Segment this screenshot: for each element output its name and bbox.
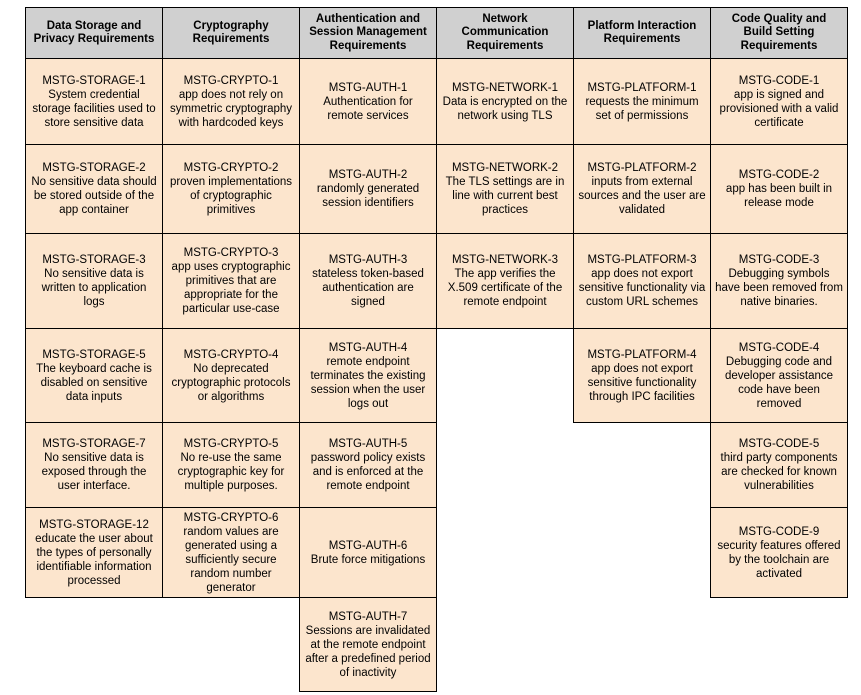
requirement-cell-mstg-network-3 (436, 233, 574, 329)
requirement-cell-mstg-storage-2 (25, 144, 163, 234)
requirement-cell-mstg-auth-3 (299, 233, 437, 329)
requirement-description: third party components are checked for known vulnerabilities (720, 452, 838, 492)
requirement-description: app does not rely on symmetric cryptography with hardcoded keys (169, 88, 293, 129)
requirement-code: MSTG-CRYPTO-5 (183, 438, 279, 450)
requirement-description: Brute force mitigations (310, 553, 426, 566)
requirement-cell-mstg-code-1 (710, 58, 848, 145)
requirement-code: MSTG-CODE-2 (738, 169, 820, 181)
requirement-description: No deprecated cryptographic protocols or algorithms (171, 362, 291, 403)
requirement-cell-mstg-crypto-5 (162, 422, 300, 508)
requirement-description: The keyboard cache is disabled on sensitive data inputs (36, 362, 152, 403)
mstg-requirements-table (25, 7, 848, 692)
requirement-cell-mstg-storage-7 (25, 422, 163, 508)
requirement-description: Sessions are invalidated at the remote endpoint after a predefined period of inactivity (305, 624, 431, 679)
requirement-cell-mstg-crypto-2 (162, 144, 300, 234)
requirement-cell-mstg-network-1 (436, 58, 574, 145)
requirement-cell-mstg-crypto-6 (162, 507, 300, 598)
requirement-cell-mstg-auth-7 (299, 597, 437, 692)
requirement-cell-mstg-code-5 (710, 422, 848, 508)
column-header-network: Network Communication Requirements (436, 7, 574, 59)
requirement-cell-mstg-platform-4 (573, 328, 711, 423)
requirement-code: MSTG-STORAGE-5 (42, 348, 146, 361)
requirement-code: MSTG-AUTH-4 (328, 341, 408, 354)
requirement-code: MSTG-STORAGE-7 (42, 438, 146, 450)
requirement-cell-mstg-storage-1 (25, 58, 163, 145)
requirement-code: MSTG-CRYPTO-4 (183, 348, 279, 361)
requirement-cell-mstg-storage-3 (25, 233, 163, 329)
requirement-cell-mstg-storage-5 (25, 328, 163, 423)
requirement-description: No sensitive data is written to application logs (41, 268, 147, 308)
requirement-description: Authentication for remote services (323, 95, 413, 122)
requirement-description: randomly generated session identifiers (316, 183, 420, 209)
requirement-description: inputs from external sources and the user are validated (578, 176, 706, 216)
requirement-code: MSTG-CODE-3 (738, 254, 820, 266)
requirement-code: MSTG-CRYPTO-1 (183, 74, 279, 87)
requirement-description: Debugging symbols have been removed from native binaries. (715, 268, 843, 308)
requirement-cell-mstg-auth-4 (299, 328, 437, 423)
requirement-description: The TLS settings are in line with current best practices (445, 176, 565, 216)
requirement-description: stateless token-based authentication are signed (312, 268, 424, 308)
requirement-code: MSTG-PLATFORM-2 (587, 162, 697, 174)
requirement-cell-mstg-auth-5 (299, 422, 437, 508)
requirement-code: MSTG-AUTH-6 (328, 539, 408, 552)
requirement-description: password policy exists and is enforced at the remote endpoint (310, 452, 426, 492)
requirement-code: MSTG-PLATFORM-4 (587, 348, 697, 361)
requirement-description: app uses cryptographic primitives that are appropriate for the particular use-case (171, 261, 291, 315)
requirement-description: Data is encrypted on the network using TLS (442, 95, 568, 122)
column-header-auth: Authentication and Session Management Requirements (299, 7, 437, 59)
column-header-storage: Data Storage and Privacy Requirements (25, 7, 163, 59)
requirement-cell-mstg-auth-6 (299, 507, 437, 598)
requirement-description: Debugging code and developer assistance code have been removed (724, 355, 834, 410)
requirement-cell-mstg-code-9 (710, 507, 848, 598)
column-network (436, 7, 574, 329)
requirement-cell-mstg-storage-12 (25, 507, 163, 598)
requirement-description: app does not export sensitive functionality through IPC facilities (587, 362, 697, 403)
requirement-code: MSTG-NETWORK-2 (451, 162, 559, 174)
requirement-code: MSTG-AUTH-7 (328, 610, 408, 623)
requirement-cell-mstg-network-2 (436, 144, 574, 234)
requirement-description: app is signed and provisioned with a valid certificate (719, 88, 839, 129)
requirement-cell-mstg-auth-2 (299, 144, 437, 234)
column-header-crypto: Cryptography Requirements (162, 7, 300, 59)
requirement-code: MSTG-NETWORK-3 (451, 254, 559, 266)
column-storage (25, 7, 163, 598)
requirement-code: MSTG-CRYPTO-6 (183, 511, 279, 524)
requirement-description: app has been built in release mode (725, 183, 833, 209)
requirement-code: MSTG-CODE-1 (738, 74, 820, 87)
requirement-cell-mstg-code-4 (710, 328, 848, 423)
requirement-code: MSTG-AUTH-3 (328, 254, 408, 266)
requirement-code: MSTG-STORAGE-12 (39, 518, 149, 531)
requirement-description: No sensitive data should be stored outside of the app container (31, 176, 157, 216)
requirement-cell-mstg-code-2 (710, 144, 848, 234)
requirement-code: MSTG-STORAGE-2 (42, 162, 146, 174)
requirement-description: random values are generated using a sufficiently secure random number generator (183, 525, 279, 594)
requirement-cell-mstg-platform-2 (573, 144, 711, 234)
requirement-description: requests the minimum set of permissions (585, 95, 699, 122)
column-header-platform: Platform Interaction Requirements (573, 7, 711, 59)
requirement-cell-mstg-platform-3 (573, 233, 711, 329)
requirement-description: educate the user about the types of personally identifiable information processed (35, 532, 153, 587)
column-crypto (162, 7, 300, 598)
requirement-code: MSTG-CRYPTO-3 (183, 247, 279, 259)
requirement-code: MSTG-CODE-4 (738, 341, 820, 354)
requirement-code: MSTG-STORAGE-1 (42, 74, 146, 87)
requirement-description: remote endpoint terminates the existing session when the user logs out (310, 355, 426, 410)
requirement-cell-mstg-auth-1 (299, 58, 437, 145)
requirement-description: proven implementations of cryptographic primitives (169, 176, 293, 216)
requirement-description: System credential storage facilities used to store sensitive data (32, 88, 156, 129)
requirement-description: security features offered by the toolchain are activated (717, 539, 841, 580)
requirement-description: app does not export sensitive functionality via custom URL schemes (578, 268, 706, 308)
requirement-cell-mstg-crypto-3 (162, 233, 300, 329)
requirement-description: No re-use the same cryptographic key for multiple purposes. (177, 452, 285, 492)
requirement-description: The app verifies the X.509 certificate of the remote endpoint (447, 268, 563, 308)
requirement-code: MSTG-AUTH-5 (328, 438, 408, 450)
requirement-code: MSTG-CODE-9 (738, 525, 820, 538)
requirement-code: MSTG-AUTH-1 (328, 81, 408, 94)
requirement-code: MSTG-PLATFORM-1 (587, 81, 697, 94)
requirement-cell-mstg-crypto-1 (162, 58, 300, 145)
requirement-cell-mstg-crypto-4 (162, 328, 300, 423)
requirement-cell-mstg-code-3 (710, 233, 848, 329)
requirement-cell-mstg-platform-1 (573, 58, 711, 145)
requirement-description: No sensitive data is exposed through the user interface. (41, 452, 147, 492)
requirement-code: MSTG-PLATFORM-3 (587, 254, 697, 266)
column-code (710, 7, 848, 598)
column-platform (573, 7, 711, 423)
requirement-code: MSTG-CRYPTO-2 (183, 162, 279, 174)
column-auth (299, 7, 437, 692)
requirement-code: MSTG-STORAGE-3 (42, 254, 146, 266)
requirement-code: MSTG-AUTH-2 (328, 169, 408, 181)
requirement-code: MSTG-CODE-5 (738, 438, 820, 450)
column-header-code: Code Quality and Build Setting Requirements (710, 7, 848, 59)
requirement-code: MSTG-NETWORK-1 (451, 81, 559, 94)
